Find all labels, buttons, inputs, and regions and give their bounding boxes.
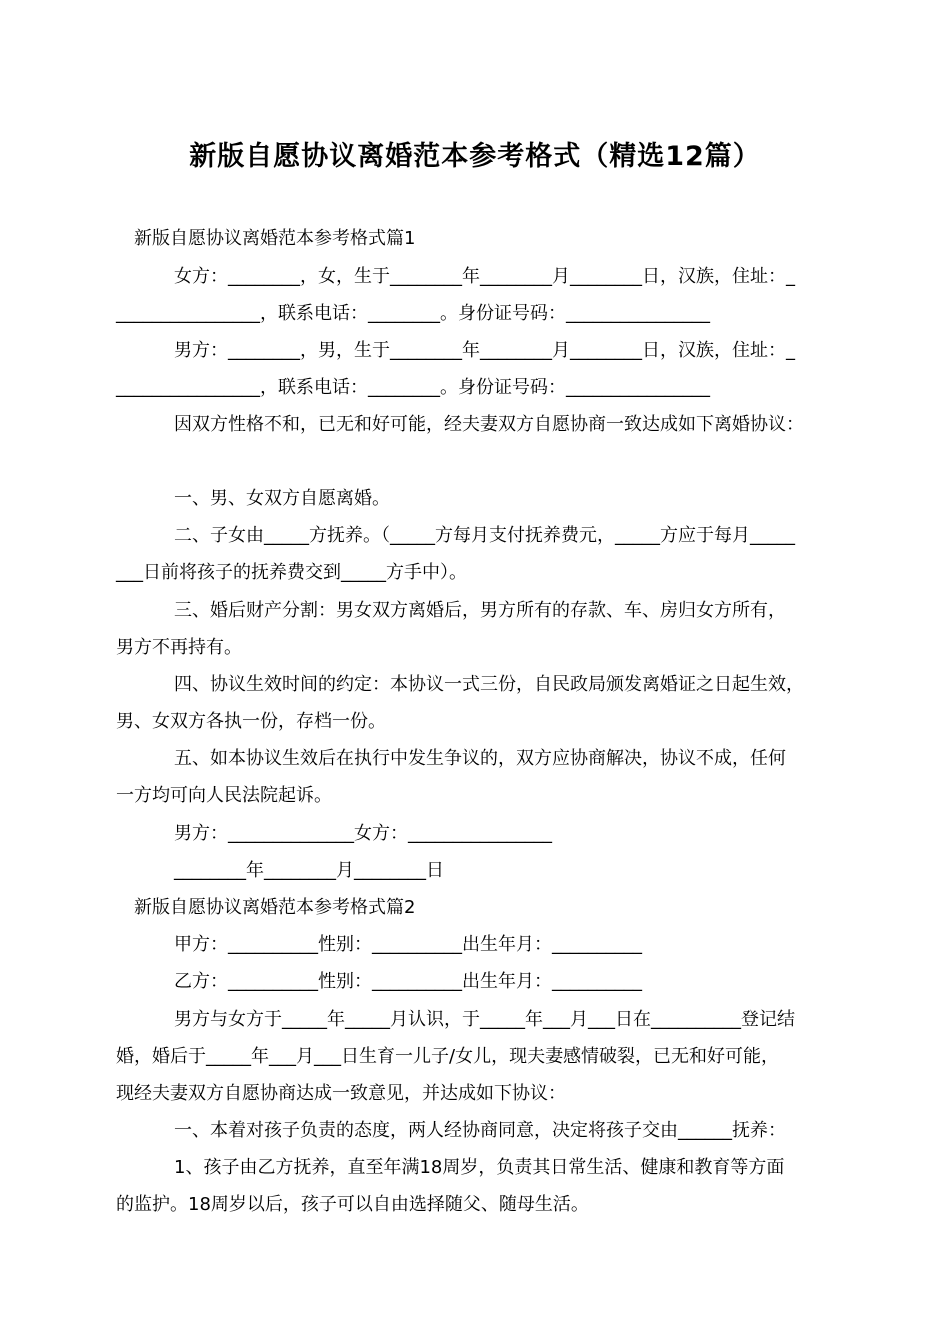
clause-5: 五、如本协议生效后在执行中发生争议的，双方应协商解决，协议不成，任何 (174, 748, 786, 769)
clause-3: 三、婚后财产分割：男女双方离婚后，男方所有的存款、车、房归女方所有， (174, 600, 786, 621)
female-party-line-cont: ________________，联系电话：________。身份证号码：________________ (116, 303, 710, 324)
marriage-paragraph: 男方与女方于_____年_____月认识，于_____年___月___日在__________登记结 (174, 1009, 795, 1030)
party-b-line: 乙方：__________性别：__________出生年月：__________ (174, 971, 642, 992)
section-heading-1: 新版自愿协议离婚范本参考格式篇1 (134, 228, 416, 249)
section-heading-2: 新版自愿协议离婚范本参考格式篇2 (134, 897, 416, 918)
document-title: 新版自愿协议离婚范本参考格式（精选12篇） (189, 141, 761, 172)
clause-1: 一、男、女双方自愿离婚。 (174, 488, 390, 509)
custody-item-1-cont: 的监护。18周岁以后，孩子可以自由选择随父、随母生活。 (116, 1194, 589, 1215)
clause-5-cont: 一方均可向人民法院起诉。 (116, 785, 332, 806)
clause-2: 二、子女由_____方抚养。（_____方每月支付抚养费元，_____方应于每月_____ (174, 525, 795, 546)
custody-clause: 一、本着对孩子负责的态度，两人经协商同意，决定将孩子交由______抚养： (174, 1120, 786, 1141)
clause-3-cont: 男方不再持有。 (116, 637, 242, 658)
date-line: ________年________月________日 (174, 860, 444, 881)
marriage-paragraph-cont-1: 婚，婚后于_____年___月___日生育一儿子/女儿，现夫妻感情破裂，已无和好可能， (116, 1046, 780, 1067)
signature-line: 男方：______________女方：________________ (174, 823, 552, 844)
male-party-line-cont: ________________，联系电话：________。身份证号码：________________ (116, 377, 710, 398)
marriage-paragraph-cont-2: 现经夫妻双方自愿协商达成一致意见，并达成如下协议： (116, 1083, 566, 1104)
female-party-line: 女方：________，女，生于________年________月________日，汉族，住址：_ (174, 266, 795, 287)
clause-4-cont: 男、女双方各执一份，存档一份。 (116, 711, 386, 732)
clause-2-cont: ___日前将孩子的抚养费交到_____方手中）。 (116, 562, 467, 583)
intro-paragraph: 因双方性格不和，已无和好可能，经夫妻双方自愿协商一致达成如下离婚协议： (174, 414, 804, 435)
custody-item-1: 1、孩子由乙方抚养，直至年满18周岁，负责其日常生活、健康和教育等方面 (174, 1157, 785, 1178)
clause-4: 四、协议生效时间的约定：本协议一式三份，自民政局颁发离婚证之日起生效， (174, 674, 804, 695)
party-a-line: 甲方：__________性别：__________出生年月：__________ (174, 934, 642, 955)
male-party-line: 男方：________，男，生于________年________月________日，汉族，住址：_ (174, 340, 795, 361)
